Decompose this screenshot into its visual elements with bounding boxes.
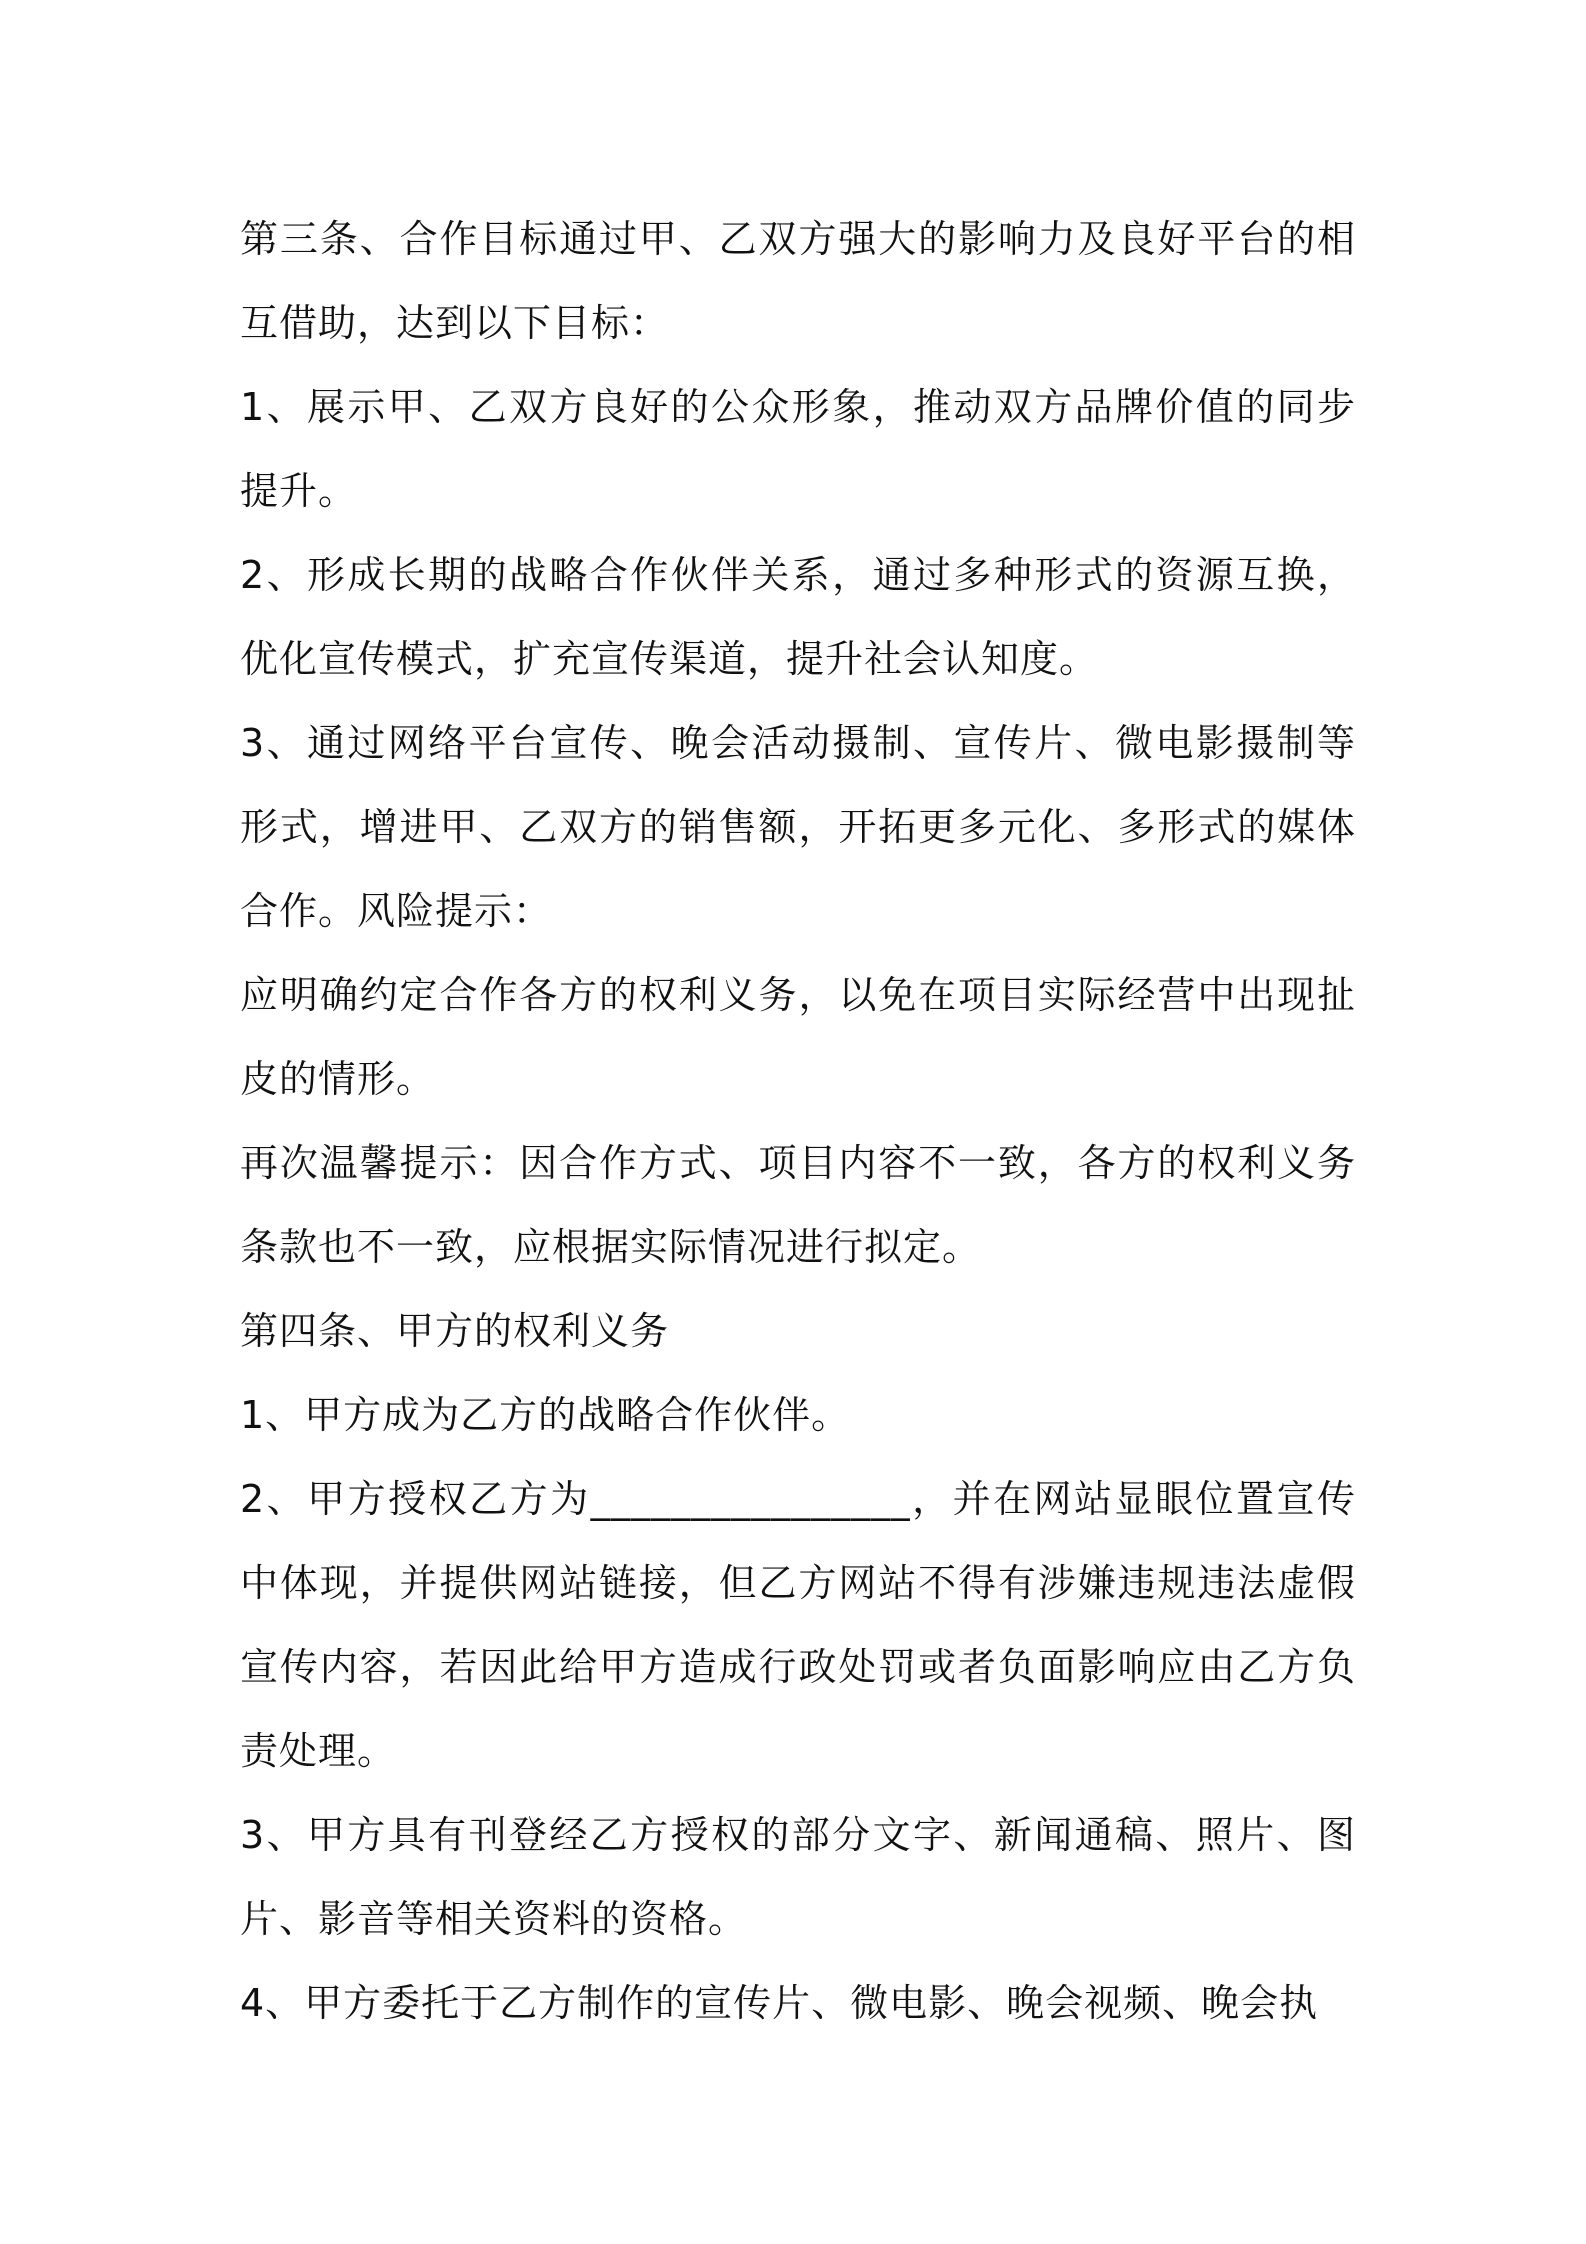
party-a-item-2: 2、甲方授权乙方为________________，并在网站显眼位置宣传中体现，并提供网站链接，但乙方网站不得有涉嫌违规违法虚假宣传内容，若因此给甲方造成行政处罚或者负面影响应由乙方负责处理。 xyxy=(240,1477,1356,1773)
party-a-item-3: 3、甲方具有刊登经乙方授权的部分文字、新闻通稿、照片、图片、影音等相关资料的资格。 xyxy=(240,1813,1356,1941)
article-4-heading: 第四条、甲方的权利义务 xyxy=(240,1309,670,1353)
party-a-item-4: 4、甲方委托于乙方制作的宣传片、微电影、晚会视频、晚会执 xyxy=(240,1981,1319,2025)
reminder-paragraph: 再次温馨提示：因合作方式、项目内容不一致，各方的权利义务条款也不一致，应根据实际情况进行拟定。 xyxy=(240,1141,1356,1269)
party-a-item-1: 1、甲方成为乙方的战略合作伙伴。 xyxy=(240,1393,851,1437)
goal-item-3: 3、通过网络平台宣传、晚会活动摄制、宣传片、微电影摄制等形式，增进甲、乙双方的销售额，开拓更多元化、多形式的媒体合作。风险提示： xyxy=(240,721,1356,933)
risk-note-paragraph: 应明确约定合作各方的权利义务，以免在项目实际经营中出现扯皮的情形。 xyxy=(240,973,1356,1101)
goal-item-2: 2、形成长期的战略合作伙伴关系，通过多种形式的资源互换，优化宣传模式，扩充宣传渠道，提升社会认知度。 xyxy=(240,553,1356,681)
document-body xyxy=(240,197,1356,2045)
goal-item-1: 1、展示甲、乙双方良好的公众形象，推动双方品牌价值的同步提升。 xyxy=(240,385,1356,513)
article-3-heading-paragraph: 第三条、合作目标通过甲、乙双方强大的影响力及良好平台的相互借助，达到以下目标： xyxy=(240,217,1356,345)
